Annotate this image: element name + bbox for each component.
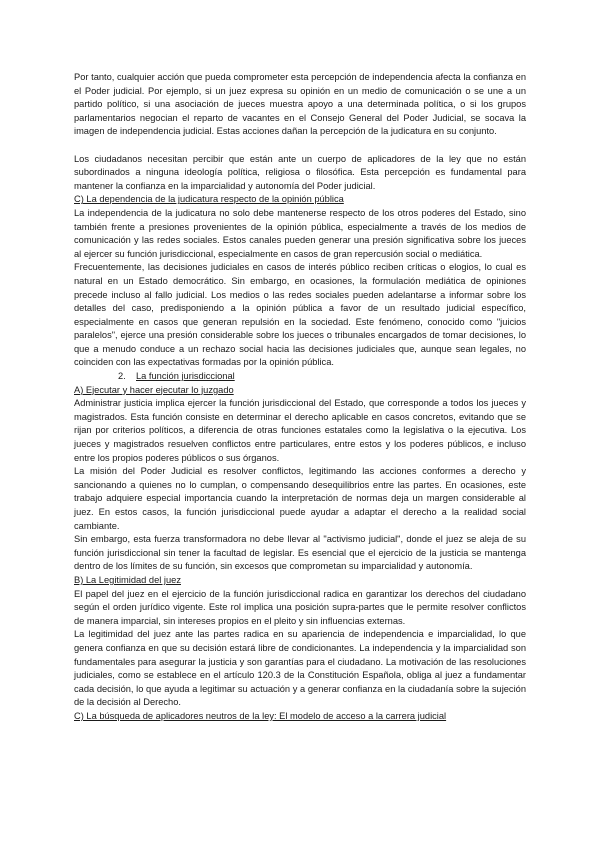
section-heading-public-opinion: C) La dependencia de la judicatura respecto de la opinión pública xyxy=(74,194,344,205)
section-heading-neutral-appliers: C) La búsqueda de aplicadores neutros de la ley: El modelo de acceso a la carrera judicial xyxy=(74,710,447,721)
heading-title: La función jurisdiccional xyxy=(136,371,235,382)
document-body xyxy=(74,71,526,724)
paragraph-judge-role: El papel del juez en el ejercicio de la función jurisdiccional radica en garantizar los derechos del ciudadano según el orden jurídico vigente. Este rol implica una posición supra-partes que le permite resolver conflictos de manera imparcial, sin intereses propios en el pleito y sin influencias externas. xyxy=(74,588,526,626)
paragraph-citizens-perception: Los ciudadanos necesitan percibir que están ante un cuerpo de aplicadores de la ley que no están subordinados a ninguna ideología política, religiosa o filosófica. Esta percepción es fundamental para mantener la confianza en la imparcialidad y autonomía del Poder judicial. xyxy=(74,153,526,191)
paragraph-judicial-activism: Sin embargo, esta fuerza transformadora no debe llevar al "activismo judicial", donde el juez se aleja de su función jurisdiccional sin tener la facultad de legislar. Es esencial que el ejercicio de la justicia se mantenga dentro de los límites de su función, sin excesos que comprometan su imparcialidad y autonomía. xyxy=(74,534,526,572)
numbered-heading-jurisdictional-function xyxy=(74,370,526,384)
paragraph-public-opinion-pressure: La independencia de la judicatura no solo debe mantenerse respecto de los otros poderes del Estado, sino también frente a presiones provenientes de la opinión pública, especialmente a través de los medios de comunicación y las redes sociales. Estos canales pueden generar una presión significativa sobre los jueces al ejercer su función jurisdiccional, especialmente en casos de gran repercusión social o mediática. xyxy=(74,207,526,259)
paragraph-parallel-trials: Frecuentemente, las decisiones judiciales en casos de interés público reciben críticas o elogios, lo cual es natural en un Estado democrático. Sin embargo, en ocasiones, la formulación mediática de opiniones precede incluso al fallo judicial. Los medios o las redes sociales pueden adelantarse a informar sobre los detalles del caso, predisponiendo a la opinión pública a favor de un resultado judicial específico, especialmente en casos que generan repulsión en la sociedad. Este fenómeno, conocido como "juicios paralelos", ejerce una presión considerable sobre los jueces o tribunales encargados de tomar decisiones, lo que a menudo conduce a un rechazo social hacia las decisiones judiciales que, aunque sean legales, no coinciden con las expectativas formadas por la opinión pública. xyxy=(74,262,526,368)
section-heading-execute-judgment: A) Ejecutar y hacer ejecutar lo juzgado xyxy=(74,384,234,395)
paragraph-administer-justice: Administrar justicia implica ejercer la función jurisdiccional del Estado, que corresponde a todos los jueces y magistrados. Esta función consiste en determinar el derecho aplicable en casos concretos, evitando que se rijan por criterios políticos, a diferencia de otras funciones estatales como la legislativa o la ejecutiva. Los jueces y magistrados resuelven conflictos entre particulares, entre estos y los poderes públicos, e incluso entre los propios poderes públicos o sus órganos. xyxy=(74,398,526,463)
heading-number: 2. xyxy=(118,371,126,382)
paragraph-judicial-mission: La misión del Poder Judicial es resolver conflictos, legitimando las acciones conformes a derecho y sancionando a quienes no lo cumplan, o compensando desequilibrios entre las partes. En ocasiones, este trabajo adquiere especial importancia cuando la interpretación de normas deja un margen considerable al juez. En estos casos, la función jurisdiccional puede ayudar a adaptar el derecho a la realidad social cambiante. xyxy=(74,466,526,531)
paragraph-legitimacy: La legitimidad del juez ante las partes radica en su apariencia de independencia e imparcialidad, lo que genera confianza en que su decisión estará libre de condicionantes. La independencia y la imparcialidad son fundamentales para asegurar la justicia y son garantías para el ciudadano. La motivación de las resoluciones judiciales, como se establece en el artículo 120.3 de la Constitución Española, obliga al juez a fundamentar cada decisión, lo que ayuda a legitimar su actuación y a generar confianza en la ciudadanía sobre la sujeción de la decisión al Derecho. xyxy=(74,629,526,708)
paragraph-independence-perception: Por tanto, cualquier acción que pueda comprometer esta percepción de independencia afecta la confianza en el Poder judicial. Por ejemplo, si un juez expresa su opinión en un medio de comunicación o se une a un partido político, si una asociación de jueces muestra apoyo a una determinada política, o si los grupos parlamentarios negocian el reparto de vacantes en el Consejo General del Poder Judicial, se socava la imagen de independencia judicial. Estas acciones dañan la percepción de la judicatura en su conjunto. xyxy=(74,72,526,137)
section-heading-judge-legitimacy: B) La Legitimidad del juez xyxy=(74,574,181,585)
